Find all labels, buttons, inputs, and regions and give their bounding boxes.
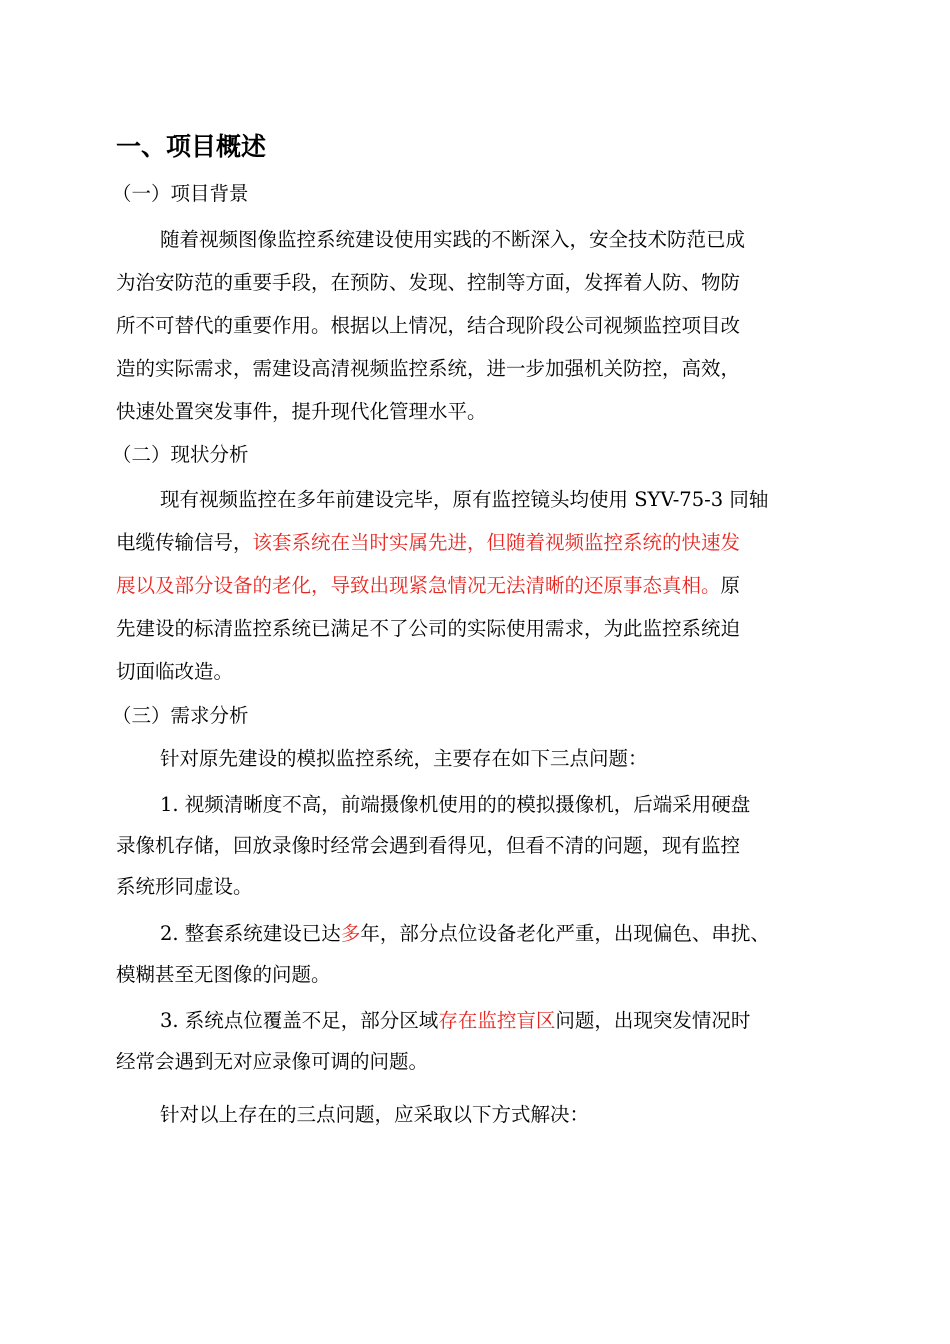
highlighted-text: 展以及部分设备的老化，导致出现紧急情况无法清晰的还原事态真相。	[116, 574, 721, 597]
paragraph-line: 造的实际需求，需建设高清视频监控系统，进一步加强机关防控，高效，	[116, 357, 741, 380]
list-item-1: 1. 视频清晰度不高，前端摄像机使用的的模拟摄像机，后端采用硬盘	[160, 793, 751, 816]
text-run: 问题，出现突发情况时	[555, 1009, 751, 1032]
text-run: 2. 整套系统建设已达	[160, 922, 341, 945]
list-item-3	[160, 1007, 750, 1035]
highlighted-text: 存在监控盲区	[438, 1009, 556, 1032]
paragraph-line: 现有视频监控在多年前建设完毕，原有监控镜头均使用 SYV-75-3 同轴	[160, 488, 769, 511]
paragraph-line: 模糊甚至无图像的问题。	[116, 963, 331, 986]
paragraph-line: 所不可替代的重要作用。根据以上情况，结合现阶段公司视频监控项目改	[116, 314, 741, 337]
text-run: 原	[720, 574, 741, 597]
paragraph-line	[116, 529, 740, 557]
paragraph-line: 系统形同虚设。	[116, 875, 253, 898]
subsection-title-status: （二）现状分析	[112, 443, 249, 466]
subsection-title-background: （一）项目背景	[112, 182, 249, 205]
paragraph-line: 随着视频图像监控系统建设使用实践的不断深入，安全技术防范已成	[160, 228, 746, 251]
section-heading: 一、项目概述	[116, 132, 267, 161]
paragraph-line	[116, 572, 740, 600]
text-run: 年，部分点位设备老化严重，出现偏色、串扰、	[360, 922, 770, 945]
highlighted-text: 该套系统在当时实属先进，但随着视频监控系统的快速发	[252, 531, 741, 554]
text-run: 3. 系统点位覆盖不足，部分区域	[160, 1009, 439, 1032]
paragraph-line: 针对以上存在的三点问题，应采取以下方式解决：	[160, 1103, 590, 1126]
text-run: 电缆传输信号，	[116, 531, 253, 554]
paragraph-line: 先建设的标清监控系统已满足不了公司的实际使用需求，为此监控系统迫	[116, 617, 741, 640]
list-item-2	[160, 920, 770, 948]
paragraph-line: 针对原先建设的模拟监控系统，主要存在如下三点问题：	[160, 747, 648, 770]
paragraph-line: 为治安防范的重要手段，在预防、发现、控制等方面，发挥着人防、物防	[116, 271, 741, 294]
paragraph-line: 快速处置突发事件，提升现代化管理水平。	[116, 400, 487, 423]
paragraph-line: 切面临改造。	[116, 660, 234, 683]
highlighted-text: 多	[340, 922, 361, 945]
paragraph-line: 录像机存储，回放录像时经常会遇到看得见，但看不清的问题，现有监控	[116, 834, 741, 857]
paragraph-line: 经常会遇到无对应录像可调的问题。	[116, 1050, 429, 1073]
subsection-title-demand: （三）需求分析	[112, 704, 249, 727]
